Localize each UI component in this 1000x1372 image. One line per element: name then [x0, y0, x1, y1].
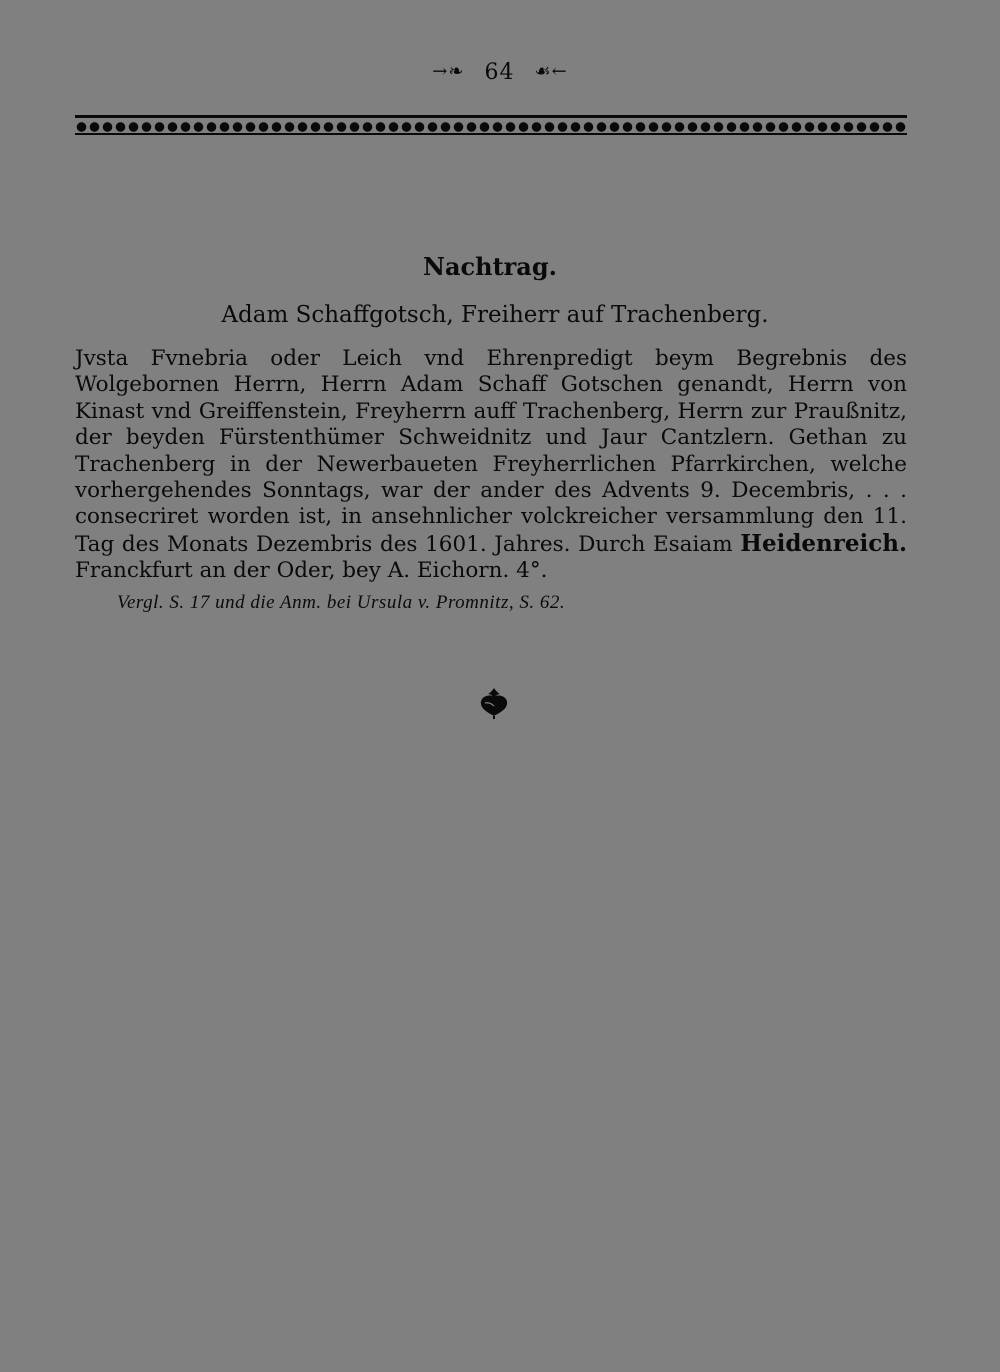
reference-note: Vergl. S. 17 und die Anm. bei Ursula v. Promnitz, S. 62. — [117, 592, 566, 613]
entry-author: Heidenreich. — [740, 529, 907, 557]
page-header — [0, 60, 1000, 85]
entry-text: Jvsta Fvnebria oder Leich vnd Ehrenpredigt beym Begrebnis des Wolgebornen Herrn, Herrn Adam Schaff Gotschen genandt, Herrn von Kinast vnd Greiffenstein, Freyherrn auff Trachenberg, Herrn zur Praußnitz, der beyden Fürstenthümer Schweidnitz und Jaur Cantzlern. Gethan zu Trachenberg in der Newerbaueten Freyherrlichen Pfarrkirchen, welche vorhergehendes Sonntags, war der ander des Advents 9. Decembris, . . . consecriret worden ist, in ansehnlicher volckreicher versammlung den 11. Tag des Monats Dezembris des 1601. Jahres. Durch Esaiam — [75, 346, 907, 557]
section-heading: Nachtrag. — [423, 252, 557, 281]
rule-ornament-band — [75, 120, 907, 134]
right-ornament-icon: ☙← — [534, 61, 568, 82]
left-ornament-icon: →❧ — [432, 61, 465, 82]
section-subheading: Adam Schaffgotsch, Freiherr auf Trachenberg. — [221, 302, 769, 328]
rule-line-top — [75, 115, 907, 118]
decorative-border-rule — [75, 115, 907, 135]
page-number: 64 — [484, 60, 515, 85]
entry-imprint: Franckfurt an der Oder, bey A. Eichorn. 4°. — [75, 558, 548, 584]
rule-line-bottom — [75, 133, 907, 135]
bibliographic-entry — [75, 346, 907, 585]
leaf-ornament-icon — [476, 684, 512, 720]
